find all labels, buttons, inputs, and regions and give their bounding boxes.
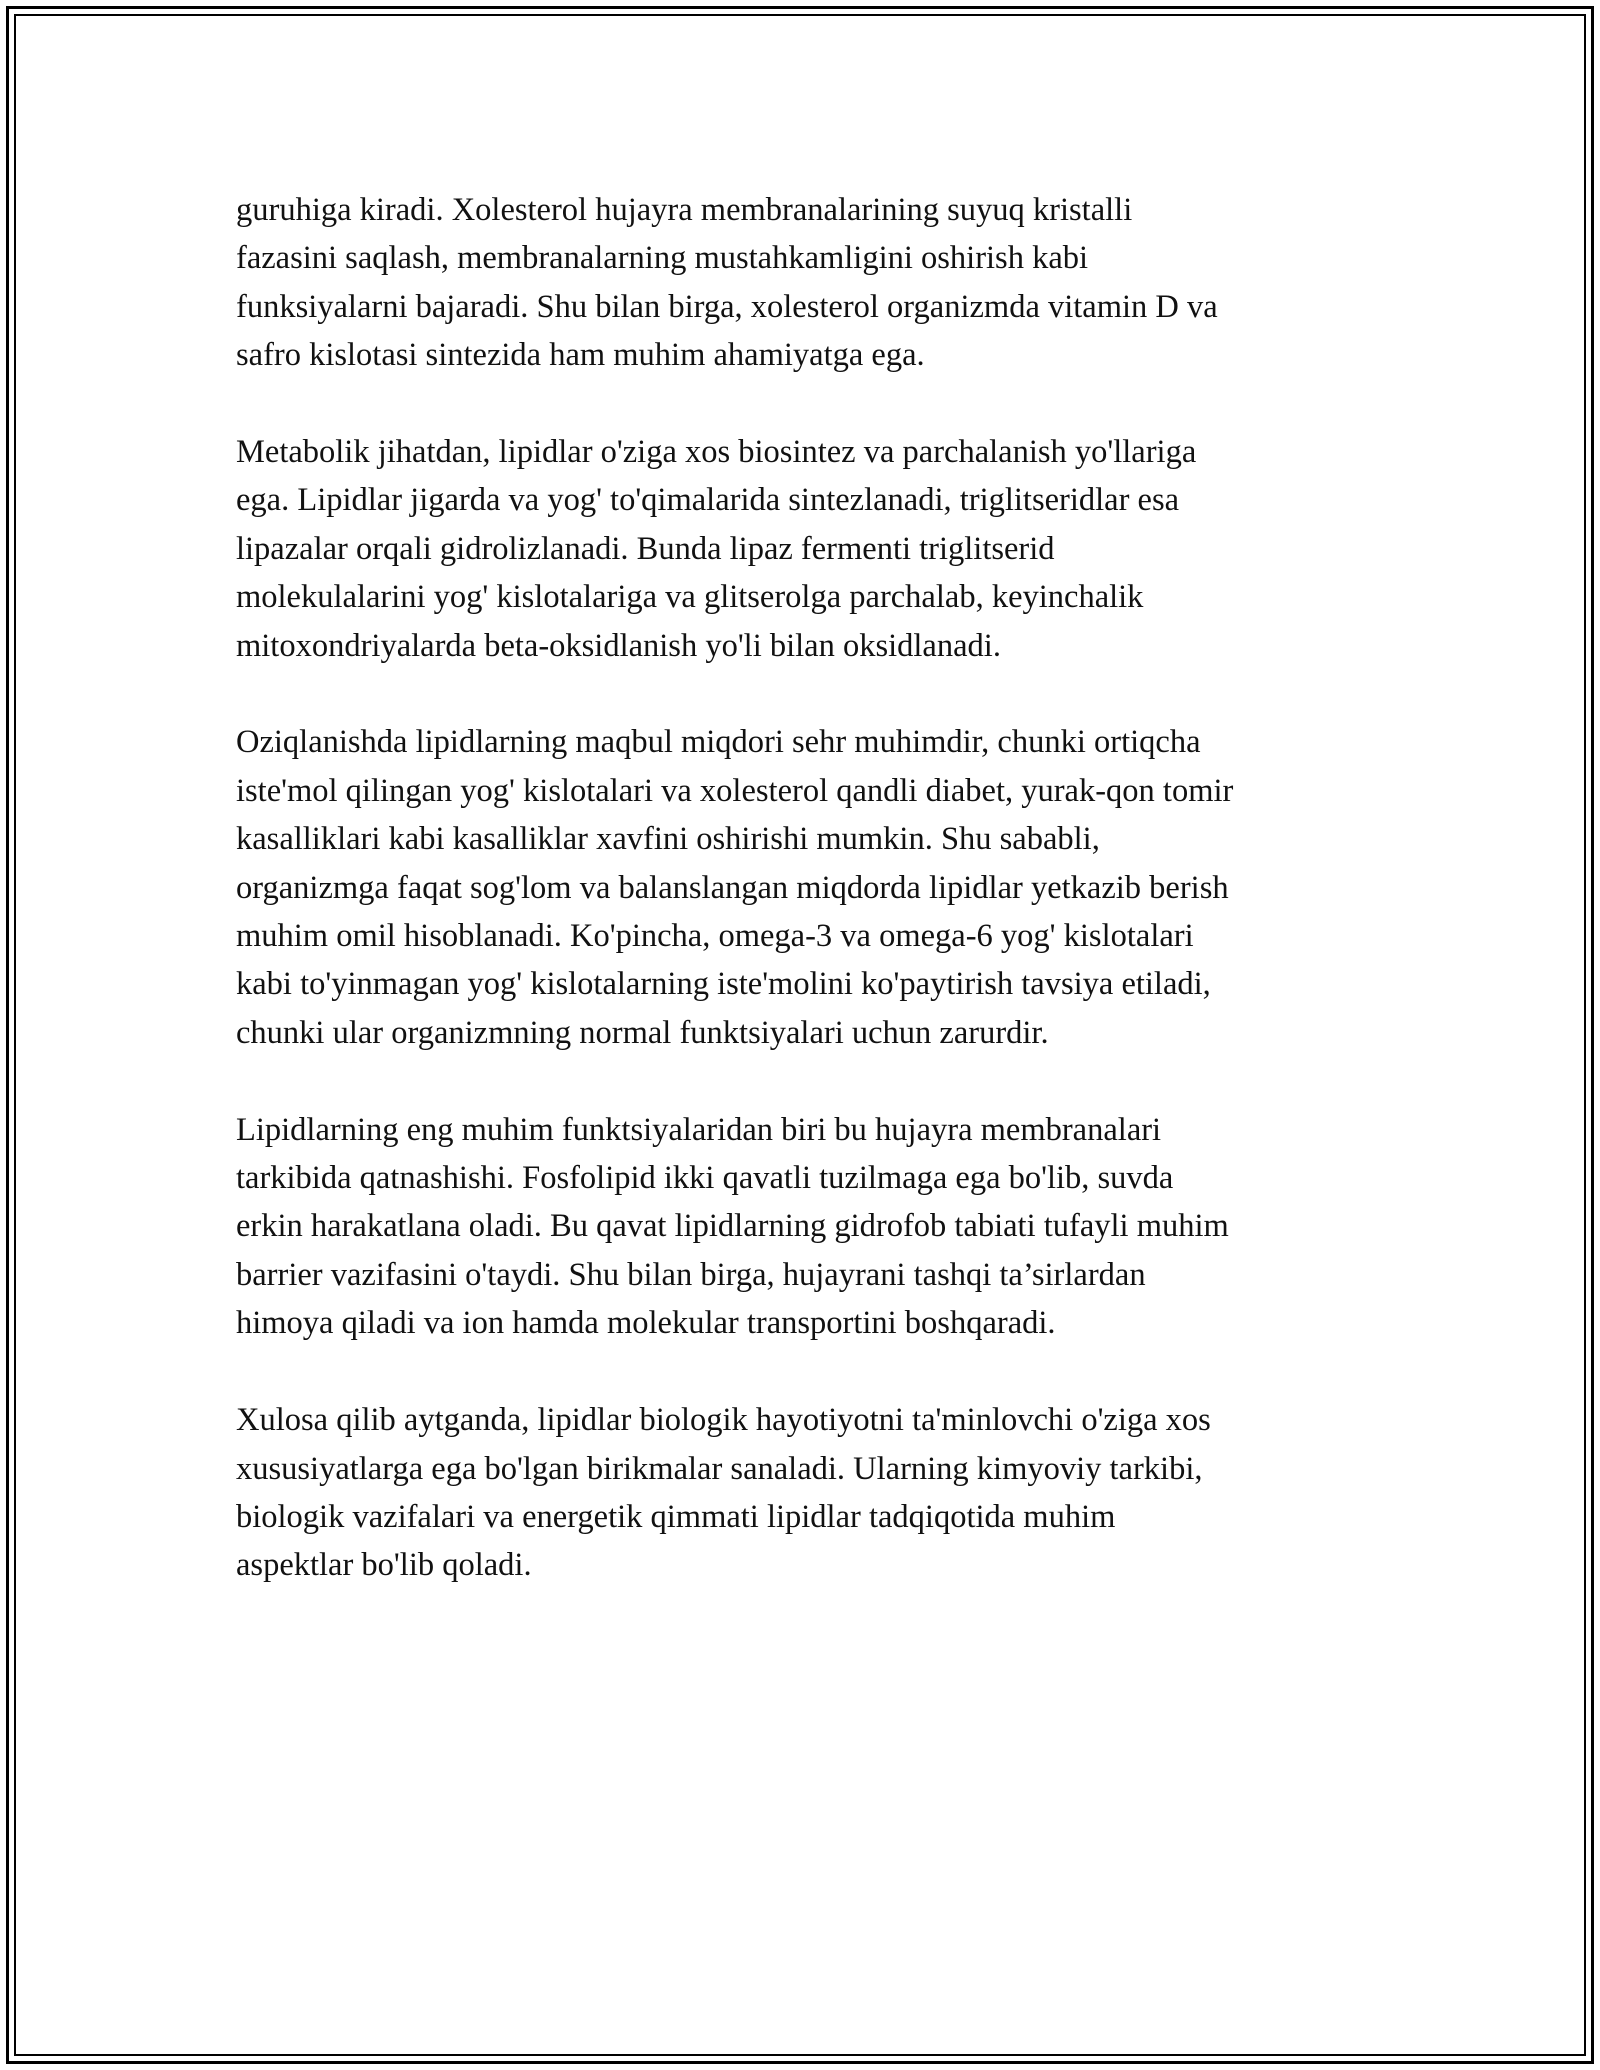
text-line: molekulalarini yog' kislotalariga va glitserolga parchalab, keyinchalik bbox=[236, 579, 1144, 616]
text-line: kabi to'yinmagan yog' kislotalarning iste'molini ko'paytirish tavsiya etiladi, bbox=[236, 966, 1211, 1003]
text-line: chunki ular organizmning normal funktsiyalari uchun zarurdir. bbox=[236, 1014, 1049, 1051]
text-line: Xulosa qilib aytganda, lipidlar biologik hayotiyotni ta'minlovchi o'ziga xos bbox=[236, 1402, 1211, 1439]
paragraph-conclusion bbox=[236, 1396, 1386, 1590]
text-line: mitoxondriyalarda beta-oksidlanish yo'li bilan oksidlanadi. bbox=[236, 627, 1001, 664]
text-line: himoya qiladi va ion hamda molekular transportini boshqaradi. bbox=[236, 1305, 1056, 1342]
text-line: kasalliklari kabi kasalliklar xavfini oshirishi mumkin. Shu sababli, bbox=[236, 821, 1100, 858]
text-line: erkin harakatlana oladi. Bu qavat lipidlarning gidrofob tabiati tufayli muhim bbox=[236, 1208, 1229, 1245]
text-line: organizmga faqat sog'lom va balanslangan miqdorda lipidlar yetkazib berish bbox=[236, 869, 1229, 906]
text-line: Oziqlanishda lipidlarning maqbul miqdori sehr muhimdir, chunki ortiqcha bbox=[236, 724, 1201, 761]
text-line: safro kislotasi sintezida ham muhim ahamiyatga ega. bbox=[236, 337, 925, 374]
text-line: funksiyalarni bajaradi. Shu bilan birga, xolesterol organizmda vitamin D va bbox=[236, 288, 1218, 325]
document-body bbox=[236, 186, 1386, 1590]
text-line: Metabolik jihatdan, lipidlar o'ziga xos biosintez va parchalanish yo'llariga bbox=[236, 434, 1197, 471]
text-line: Lipidlarning eng muhim funktsiyalaridan biri bu hujayra membranalari bbox=[236, 1111, 1162, 1148]
text-line: ega. Lipidlar jigarda va yog' to'qimalarida sintezlanadi, triglitseridlar esa bbox=[236, 482, 1180, 519]
text-line: xususiyatlarga ega bo'lgan birikmalar sanaladi. Ularning kimyoviy tarkibi, bbox=[236, 1450, 1203, 1487]
text-line: aspektlar bo'lib qoladi. bbox=[236, 1547, 532, 1584]
text-line: lipazalar orqali gidrolizlanadi. Bunda lipaz fermenti triglitserid bbox=[236, 530, 1055, 567]
paragraph-membranes bbox=[236, 1106, 1386, 1348]
text-line: muhim omil hisoblanadi. Ko'pincha, omega-3 va omega-6 yog' kislotalari bbox=[236, 918, 1194, 955]
text-line: biologik vazifalari va energetik qimmati lipidlar tadqiqotida muhim bbox=[236, 1498, 1116, 1535]
paragraph-nutrition bbox=[236, 718, 1386, 1057]
text-line: fazasini saqlash, membranalarning mustahkamligini oshirish kabi bbox=[236, 240, 1089, 277]
text-line: tarkibida qatnashishi. Fosfolipid ikki qavatli tuzilmaga ega bo'lib, suvda bbox=[236, 1160, 1174, 1197]
paragraph-metabolism bbox=[236, 428, 1386, 670]
text-line: barrier vazifasini o'taydi. Shu bilan birga, hujayrani tashqi ta’sirlardan bbox=[236, 1256, 1146, 1293]
text-line: guruhiga kiradi. Xolesterol hujayra membranalarining suyuq kristalli bbox=[236, 192, 1133, 228]
paragraph-cholesterol bbox=[236, 186, 1386, 380]
text-line: iste'mol qilingan yog' kislotalari va xolesterol qandli diabet, yurak-qon tomir bbox=[236, 772, 1234, 809]
